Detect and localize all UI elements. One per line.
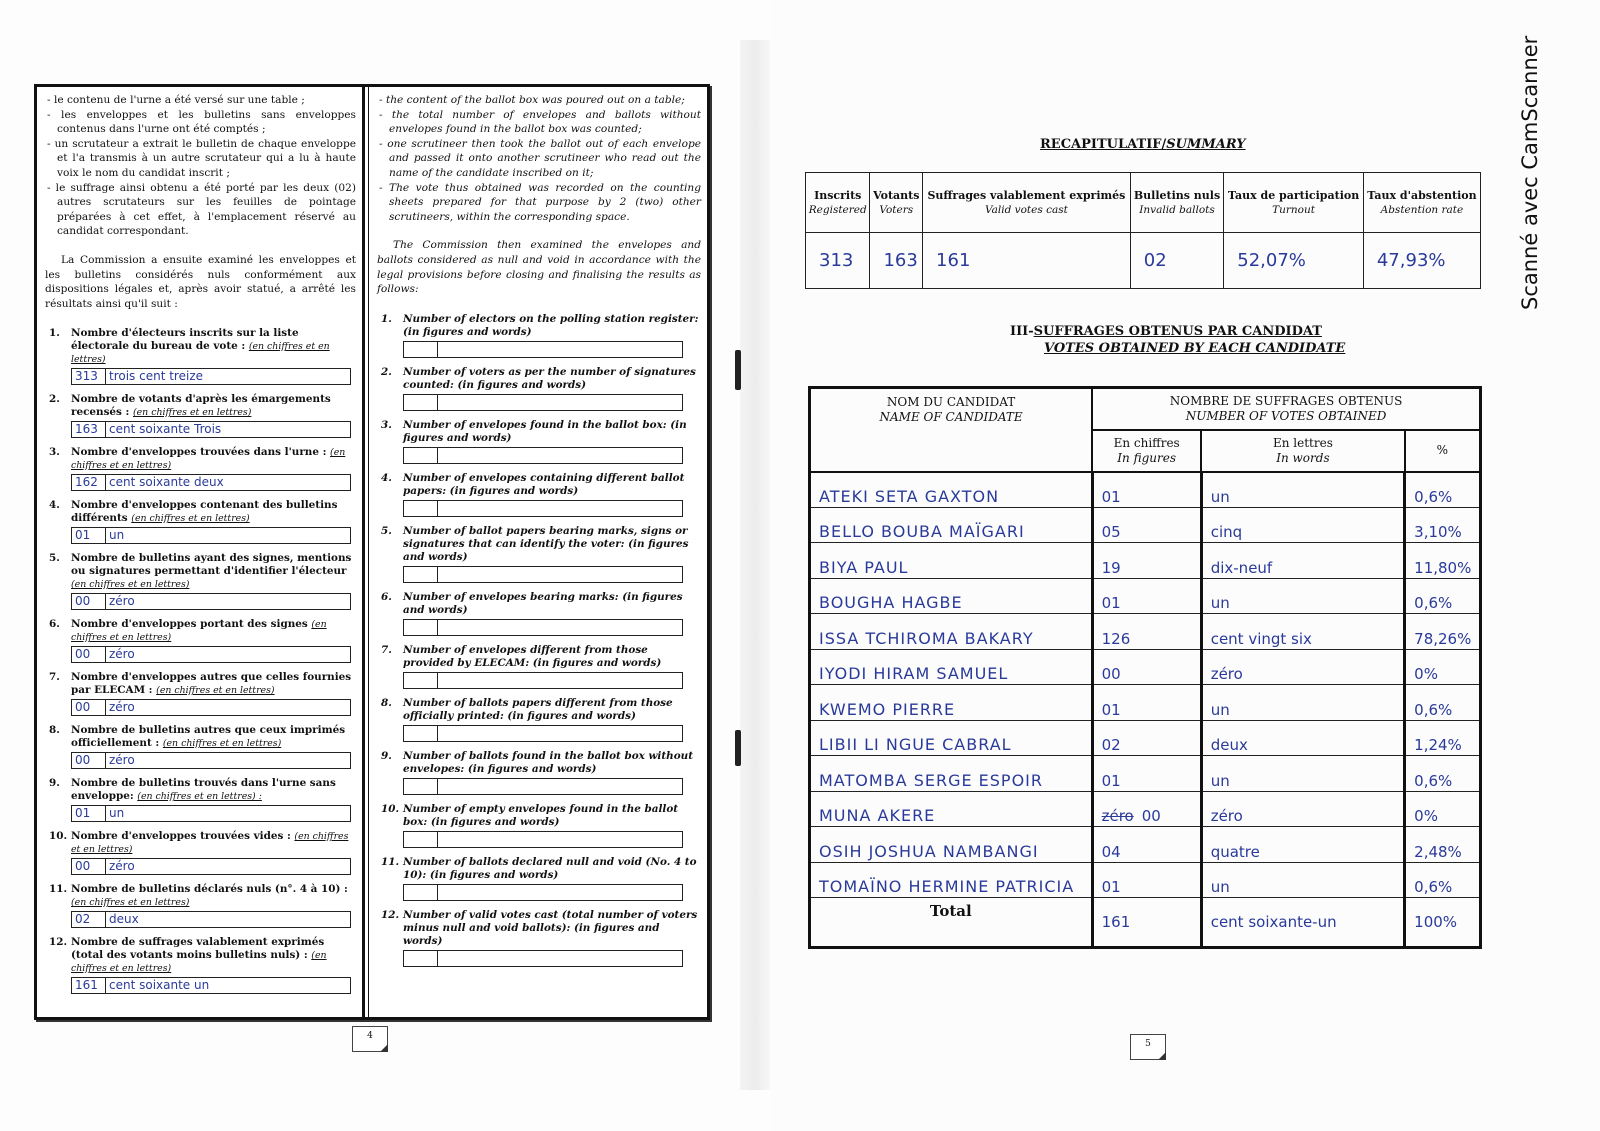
answer-words: trois cent treize [109,369,203,384]
question-12 [45,936,356,994]
candidate-name: MATOMBA SERGE ESPOIR [819,770,1044,790]
procedure-list-fr [45,93,356,239]
question-4-en [377,472,701,517]
candidate-name: IYODI HIRAM SAMUEL [819,664,1009,683]
question-3 [45,446,356,491]
question-text: Nombre de bulletins déclarés nuls (n°. 4 à 10) : [71,883,348,896]
answer-figure: 01 [72,528,106,543]
value-valid-votes: 161 [923,233,1131,289]
table-row [810,685,1481,721]
question-text: Nombre d'enveloppes trouvées dans l'urne : [71,446,327,459]
commission-paragraph-fr: La Commission a ensuite examiné les enveloppes et les bulletins considérés nuls conformément aux dispositions légales et, après avoir statué, a arrêté les résultats ainsi qu'il suit : [45,253,356,310]
question-number: 7. [381,643,392,656]
minutes-frame [34,84,710,1020]
answer-words: zéro [109,753,135,768]
answer-words: zéro [109,859,135,874]
question-12-en [377,909,701,967]
question-text: Nombre d'enveloppes portant des signes [71,618,308,631]
question-text: Number of envelopes bearing marks: (in figures and words) [403,590,683,616]
table-row [810,720,1481,756]
value-turnout: 52,07% [1224,233,1364,289]
votes-percent: 1,24% [1414,736,1462,754]
votes-figure-struck: zéro [1101,807,1134,825]
question-number: 4. [49,499,60,512]
question-hint: (en chiffres et en lettres) [71,619,327,644]
votes-figure: 04 [1101,842,1121,861]
question-number: 9. [49,777,60,790]
question-text: Nombre de suffrages valablement exprimés (total des votants moins bulletins nuls) : [71,936,325,962]
answer-field-empty[interactable] [403,341,683,358]
answer-field[interactable] [71,858,351,875]
answer-words: cent soixante deux [109,475,224,490]
question-number: 11. [381,855,400,868]
question-2-en [377,366,701,411]
votes-percent: 0,6% [1414,594,1453,612]
procedure-item: - un scrutateur a extrait le bulletin de chaque enveloppe et l'a transmis à un autre scrutateur qui a lu à haute voix le nom du candidat inscrit ; [47,137,356,179]
camscanner-watermark: Scanné avec CamScanner [1518,35,1542,310]
question-hint: (en chiffres et en lettres) [156,685,275,697]
question-text: Nombre de bulletins autres que ceux imprimés officiellement : [71,724,346,750]
header-candidate-name: NOM DU CANDIDAT NAME OF CANDIDATE [810,388,1093,472]
candidate-name: BIYA PAUL [819,557,909,577]
question-text: Number of ballots papers different from those officially printed: (in figures and words) [403,696,673,722]
summary-table [805,172,1481,289]
answer-words: un [109,806,125,821]
table-row [810,827,1481,863]
section-title-fr: SUFFRAGES OBTENUS PAR CANDIDAT [1033,324,1322,339]
question-number: 6. [381,590,392,603]
answer-field[interactable] [71,805,351,822]
question-8-en [377,697,701,742]
question-number: 5. [381,524,392,537]
procedure-item: - le suffrage ainsi obtenu a été porté par les deux (02) autres scrutateurs sur les feuilles de pointage préparées à cet effet, à l'emplacement réservé au candidat correspondant. [47,181,356,238]
votes-percent: 0,6% [1414,771,1453,790]
answer-figure: 02 [72,912,106,927]
question-text: Nombre de bulletins ayant des signes, mentions ou signatures permettant d'identifier l'électeur [71,552,352,578]
total-label: Total [929,902,972,920]
binding-mark [735,350,741,390]
question-text: Number of empty envelopes found in the ballot box: (in figures and words) [403,802,679,828]
answer-field-empty[interactable] [403,566,683,583]
answer-figure: 161 [72,978,106,993]
votes-figure: 01 [1101,700,1121,719]
question-6-en [377,591,701,636]
votes-words: quatre [1210,842,1260,861]
procedure-item: - The vote thus obtained was recorded on the counting sheets prepared for that purpose by 2 (two) other scrutineers, within the corresponding space. [379,181,701,223]
question-4 [45,499,356,544]
question-hint: (en chiffres et en lettres) [71,579,190,591]
votes-percent: 0,6% [1414,700,1453,719]
header-valid-votes: Suffrages valablement exprimés Valid votes cast [923,173,1131,233]
votes-figure: 19 [1101,558,1121,577]
answer-figure: 01 [72,806,106,821]
question-text: Number of ballots found in the ballot box without envelopes: (in figures and words) [403,749,693,775]
votes-words: un [1210,700,1230,719]
summary-title [1040,137,1246,152]
question-hint: (en chiffres et en lettres) [71,897,190,909]
header-percent: % [1405,430,1481,472]
question-number: 1. [381,312,392,325]
votes-figure: 00 [1101,665,1121,683]
votes-words: un [1210,487,1230,506]
total-percent: 100% [1414,913,1458,931]
votes-words: cent vingt six [1210,629,1312,648]
answer-figure: 00 [72,647,106,662]
candidate-name: TOMAÏNO HERMINE PATRICIA [819,877,1075,896]
question-number: 7. [49,671,60,684]
question-8 [45,724,356,769]
question-number: 6. [49,618,60,631]
question-number: 9. [381,749,392,762]
votes-figure: 01 [1101,487,1121,506]
question-hint: (en chiffres et en lettres) [71,341,330,366]
question-number: 8. [49,724,60,737]
answer-field-empty[interactable] [403,619,683,636]
question-text: Nombre d'enveloppes trouvées vides : [71,830,291,843]
procedure-item: - one scrutineer then took the ballot out of each envelope and passed it onto another scrutineer who read out the name of the candidate inscribed on it; [379,137,701,179]
header-abstention: Taux d'abstention Abstention rate [1363,173,1480,233]
question-7-en [377,644,701,689]
table-row [810,472,1481,508]
total-words: cent soixante-un [1210,913,1337,931]
question-hint: (en chiffres et en lettres) [71,831,349,856]
table-row [810,614,1481,650]
question-1 [45,327,356,385]
question-6 [45,618,356,663]
answer-figure: 163 [72,422,106,437]
question-number: 11. [49,883,68,896]
answer-field-empty[interactable] [403,500,683,517]
question-number: 1. [49,327,60,340]
question-1-en [377,313,701,358]
table-row [810,649,1481,685]
answer-figure: 00 [72,859,106,874]
answer-field[interactable] [71,368,351,385]
votes-figure: 00 [1141,807,1161,825]
question-text: Number of electors on the polling station register: (in figures and words) [403,312,699,338]
candidate-name: KWEMO PIERRE [819,699,956,719]
votes-percent: 11,80% [1414,558,1472,577]
candidate-name: BOUGHA HAGBE [819,593,963,612]
procedure-item: - le contenu de l'urne a été versé sur une table ; [47,94,305,106]
question-text: Nombre d'électeurs inscrits sur la liste électorale du bureau de vote : [71,327,299,353]
question-3-en [377,419,701,464]
value-abstention: 47,93% [1363,233,1480,289]
answer-field-empty[interactable] [403,725,683,742]
votes-words: un [1210,594,1230,612]
answer-field[interactable] [71,421,351,438]
question-10-en [377,803,701,848]
answer-words: cent soixante un [109,978,210,993]
answer-field[interactable] [71,977,351,994]
votes-percent: 0% [1414,665,1438,683]
question-number: 5. [49,552,60,565]
votes-words: un [1210,771,1230,790]
total-row [810,898,1481,948]
answer-field[interactable] [71,646,351,663]
votes-figure: 01 [1101,594,1121,612]
binding-mark [735,730,741,766]
votes-words: cinq [1210,523,1243,541]
question-hint: (en chiffres et en lettres) [132,407,252,419]
question-5-en [377,525,701,583]
votes-percent: 0,6% [1414,487,1453,506]
candidate-name: BELLO BOUBA MAÏGARI [819,522,1025,541]
candidate-name: ISSA TCHIROMA BAKARY [819,628,1034,648]
commission-paragraph-en: The Commission then examined the envelopes and ballots considered as null and void in accordance with the legal provisions before closing and finalising the results as follows: [377,239,701,296]
question-7 [45,671,356,716]
answer-field[interactable] [71,527,351,544]
page-gutter [740,40,770,1090]
question-text: Number of envelopes containing different ballot papers: (in figures and words) [403,471,685,497]
table-row [810,862,1481,898]
question-11 [45,883,356,928]
question-number: 8. [381,696,392,709]
candidate-name: LIBII LI NGUE CABRAL [819,735,1012,754]
question-number: 2. [381,365,392,378]
votes-percent: 0,6% [1414,878,1453,896]
question-hint: (en chiffres et en lettres) [71,447,346,472]
header-votes-obtained: NOMBRE DE SUFFRAGES OBTENUS NUMBER OF VOTES OBTAINED [1092,388,1480,430]
section-3-heading [1010,323,1345,357]
votes-percent: 3,10% [1414,523,1462,541]
question-text: Nombre de bulletins trouvés dans l'urne sans enveloppe: [71,777,336,803]
votes-percent: 2,48% [1414,842,1462,861]
answer-field[interactable] [71,474,351,491]
answer-words: un [109,528,125,543]
answer-figure: 162 [72,475,106,490]
question-number: 10. [49,830,68,843]
question-number: 2. [49,393,60,406]
question-text: Nombre de votants d'après les émargements recensés : [71,393,331,419]
question-number: 4. [381,471,392,484]
english-column [368,87,707,1017]
votes-words: zéro [1210,807,1243,825]
table-row [810,791,1481,827]
votes-words: zéro [1210,665,1243,683]
answer-words: deux [109,912,139,927]
total-figure: 161 [1101,913,1131,931]
procedure-item: - the content of the ballot box was poured out on a table; [379,94,685,106]
question-text: Number of envelopes different from those provided by ELECAM: (in figures and words) [403,643,662,669]
votes-table [808,386,1482,949]
votes-words: dix-neuf [1210,558,1273,577]
procedure-item: - les enveloppes et les bulletins sans enveloppes contenus dans l'urne ont été comptés ; [47,108,356,136]
question-text: Number of valid votes cast (total number of voters minus null and void ballots): (in figures and words) [403,908,698,947]
answer-words: cent soixante Trois [109,422,222,437]
question-number: 12. [381,908,400,921]
header-turnout: Taux de participation Turnout [1224,173,1364,233]
header-words: En lettres In words [1201,430,1404,472]
answer-figure: 00 [72,700,106,715]
answer-field-empty[interactable] [403,778,683,795]
page-number-left: 4 [352,1026,388,1052]
question-text: Nombre d'enveloppes autres que celles fournies par ELECAM : [71,671,352,697]
summary-title-fr: RECAPITULATIF/ [1040,137,1167,152]
header-registered: Inscrits Registered [806,173,870,233]
answer-field-empty[interactable] [403,394,683,411]
question-text: Number of voters as per the number of signatures counted: (in figures and words) [403,365,696,391]
question-number: 3. [381,418,392,431]
section-prefix: III- [1010,324,1034,339]
answer-field[interactable] [71,911,351,928]
answer-field[interactable] [71,593,351,610]
value-invalid-ballots: 02 [1130,233,1223,289]
answer-figure: 00 [72,753,106,768]
section-title-en: VOTES OBTAINED BY EACH CANDIDATE [1044,341,1346,356]
answer-words: zéro [109,594,135,609]
answer-field-empty[interactable] [403,672,683,689]
table-row [810,507,1481,543]
table-row [810,578,1481,614]
question-9 [45,777,356,822]
value-voters: 163 [870,233,923,289]
value-registered: 313 [806,233,870,289]
candidate-name: OSIH JOSHUA NAMBANGI [819,841,1039,861]
question-9-en [377,750,701,795]
answer-figure: 00 [72,594,106,609]
votes-figure: 05 [1101,523,1121,541]
question-text: Number of envelopes found in the ballot box: (in figures and words) [403,418,687,444]
question-hint: (en chiffres et en lettres) [162,738,282,750]
answer-field[interactable] [71,752,351,769]
question-hint: (en chiffres et en lettres) [71,950,327,975]
summary-title-en: SUMMARY [1166,137,1246,152]
votes-percent: 78,26% [1414,629,1472,648]
table-row [810,756,1481,792]
answer-figure: 313 [72,369,106,384]
question-text: Nombre d'enveloppes contenant des bulletins différents [71,499,338,525]
answer-field-empty[interactable] [403,831,683,848]
header-voters: Votants Voters [870,173,923,233]
questions-fr [45,327,356,994]
question-text: Number of ballots declared null and void (No. 4 to 10): (in figures and words) [403,855,697,881]
table-row [810,543,1481,579]
header-invalid-ballots: Bulletins nuls Invalid ballots [1130,173,1223,233]
question-10 [45,830,356,875]
votes-figure: 01 [1101,771,1121,790]
votes-figure: 126 [1101,629,1131,648]
answer-field-empty[interactable] [403,884,683,901]
question-hint: (en chiffres et en lettres) [131,513,250,525]
question-text: Number of ballot papers bearing marks, signs or signatures that can identify the voter: (in figures and words) [403,524,689,563]
french-column [37,87,365,1017]
votes-words: un [1210,878,1230,896]
procedure-list-en [377,93,701,224]
question-2 [45,393,356,438]
question-number: 10. [381,802,400,815]
votes-words: deux [1210,736,1248,754]
answer-field[interactable] [71,699,351,716]
procedure-item: - the total number of envelopes and ballots without envelopes found in the ballot box was counted; [379,108,701,136]
question-11-en [377,856,701,901]
page-number-right: 5 [1130,1034,1166,1060]
answer-words: zéro [109,647,135,662]
candidate-name: ATEKI SETA GAXTON [819,486,1000,506]
votes-figure: 01 [1101,878,1121,896]
answer-field-empty[interactable] [403,447,683,464]
votes-figure: 02 [1101,736,1121,754]
question-5 [45,552,356,610]
answer-field-empty[interactable] [403,950,683,967]
question-number: 12. [49,936,68,949]
questions-en [377,313,701,967]
answer-words: zéro [109,700,135,715]
candidate-name: MUNA AKERE [819,806,936,825]
question-hint: (en chiffres et en lettres) : [137,791,262,803]
header-figures: En chiffres In figures [1092,430,1201,472]
votes-percent: 0% [1414,807,1438,825]
question-number: 3. [49,446,60,459]
